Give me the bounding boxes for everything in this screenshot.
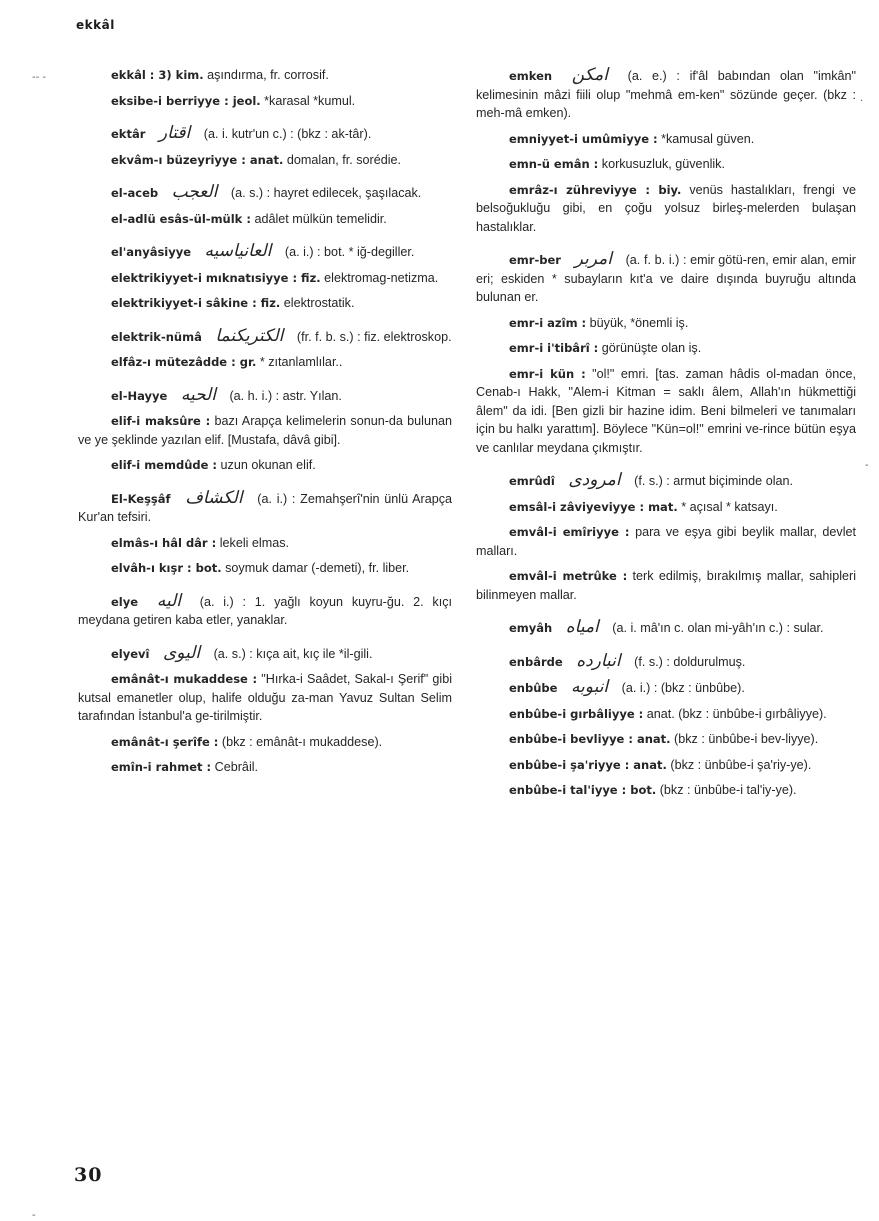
- entry-definition: (a. f. b. i.) : emir götü-ren, emir alan, emir eri; eskiden * subayların kıt'a ve daire dışında buyruğu altında bulunan er.: [476, 253, 856, 304]
- entry-headword: elif-i memdûde :: [111, 458, 218, 472]
- dictionary-entry: [476, 498, 856, 517]
- entry-headword: elektrikiyyet-i mıknatısiyye : fiz.: [111, 270, 321, 285]
- dictionary-entry: [78, 592, 452, 630]
- dictionary-entry: [78, 183, 452, 203]
- dictionary-entry: [476, 155, 856, 174]
- dictionary-entry: [78, 386, 452, 406]
- entry-headword: emânât-ı mukaddese :: [111, 672, 258, 686]
- dictionary-entry: [476, 618, 856, 638]
- entry-definition: venüs hastalıkları, frengi ve belsoğukluğu gibi, en çoğu yolsuz birleş-melerden bulaşan hastalıklar.: [476, 182, 857, 234]
- entry-headword: eksibe-i berriyye : jeol.: [111, 93, 261, 108]
- entry-definition: "ol!" emri. [tas. zaman hâdis ol-madan önce, Cenab-ı Hakk, "Alem-i Kitman = saklı âlem, Allah'ın hükmettiği âlem" da idi. [Ben gizli bir hazine idim. Beni bilmeleri ve tanımaları için bu halkı yarattım]. Böylece "Kün=ol!" emrini ve-rince bütün eşya ve canlılar meydana çıkmıştır.: [476, 366, 857, 455]
- dictionary-entry: [476, 567, 856, 604]
- dictionary-entry: [78, 559, 452, 578]
- entry-headword: emniyyet-i umûmiyye :: [509, 131, 658, 146]
- entry-arabic-script: اليه: [156, 590, 181, 611]
- page-number: 30: [74, 1164, 103, 1186]
- dictionary-entry: [78, 92, 452, 111]
- entry-definition: (f. s.) : doldurulmuş.: [634, 654, 746, 669]
- entry-headword: emn-ü emân :: [509, 157, 599, 171]
- entry-headword: emr-i azîm :: [509, 315, 587, 330]
- entry-arabic-script: انبارده: [576, 650, 621, 671]
- dictionary-entry: [78, 353, 452, 372]
- dictionary-entry: [78, 644, 452, 664]
- dictionary-entry: [476, 250, 856, 307]
- entry-definition: elektrostatik.: [283, 296, 355, 310]
- dictionary-entry: [78, 670, 452, 726]
- entry-definition: bazı Arapça kelimelerin sonun-da bulunan ve ye şeklinde yazılan elif. [Mustafa, dâvâ gibi].: [78, 414, 452, 447]
- entry-headword: ekvâm-ı büzeyriyye : anat.: [111, 152, 284, 167]
- dictionary-entry: [476, 66, 856, 123]
- entry-arabic-script: الحيه: [180, 384, 216, 405]
- entry-headword: elfâz-ı mütezâdde : gr.: [111, 355, 257, 369]
- entry-arabic-script: العجب: [171, 182, 218, 202]
- entry-headword: emr-i i'tibârî :: [509, 341, 599, 355]
- dictionary-entry: [476, 730, 856, 749]
- dictionary-entry: [476, 678, 856, 698]
- entry-headword: elmâs-ı hâl dâr :: [111, 535, 217, 550]
- running-header: ekkâl: [76, 18, 115, 32]
- dictionary-entry: [476, 523, 856, 560]
- dictionary-entry: [78, 534, 452, 553]
- dictionary-entry: [78, 124, 452, 144]
- dictionary-entry: [78, 269, 452, 288]
- entry-definition: görünüşte olan iş.: [601, 341, 702, 355]
- entry-definition: "Hırka-i Saâdet, Sakal-ı Şerif" gibi kutsal emanetler olup, halife olduğu za-man Yavuz Sultan Selim tarafından İstanbul'a ge-tirilmiştir.: [78, 672, 452, 723]
- dictionary-entry: [476, 652, 856, 672]
- entry-headword: elif-i maksûre :: [111, 414, 211, 428]
- left-column: [78, 66, 452, 784]
- dictionary-entry: [78, 66, 452, 85]
- entry-definition: (a. i. kutr'un c.) : (bkz : ak-târ).: [203, 127, 372, 141]
- entry-headword: ektâr: [111, 127, 146, 141]
- entry-definition: büyük, *önemli iş.: [589, 315, 689, 330]
- entry-definition: (a. i.) : (bkz : ünbûbe).: [621, 681, 745, 695]
- entry-headword: ekkâl : 3) kim.: [111, 68, 204, 82]
- right-column: [476, 66, 856, 807]
- dictionary-entry: [78, 210, 452, 229]
- entry-headword: emvâl-i metrûke :: [509, 569, 628, 583]
- entry-definition: adâlet mülkün temelidir.: [254, 211, 387, 226]
- entry-definition: Cebrâil.: [214, 760, 259, 774]
- entry-headword: elvâh-ı kışr : bot.: [111, 561, 222, 575]
- dictionary-entry: [476, 705, 856, 724]
- entry-definition: (a. s.) : hayret edilecek, şaşılacak.: [230, 186, 422, 200]
- entry-arabic-script: امكن: [571, 65, 608, 85]
- entry-headword: elyevî: [111, 646, 150, 661]
- entry-headword: El-Keşşâf: [111, 491, 171, 506]
- entry-definition: (f. s.) : armut biçiminde olan.: [634, 474, 793, 488]
- entry-headword: el-adlü esâs-ül-mülk :: [111, 211, 251, 226]
- entry-headword: enbûbe-i gırbâliyye :: [509, 706, 644, 721]
- entry-definition: (a. h. i.) : astr. Yılan.: [229, 388, 342, 403]
- entry-arabic-script: اقتار: [158, 123, 191, 143]
- entry-definition: (bkz : ünbûbe-i bev-liyye).: [674, 732, 819, 746]
- entry-arabic-script: امياه: [565, 617, 599, 637]
- margin-mark: -: [32, 1210, 36, 1221]
- entry-arabic-script: الكتريكنما: [215, 325, 284, 346]
- entry-definition: uzun okunan elif.: [220, 458, 316, 472]
- dictionary-entry: [476, 756, 856, 775]
- entry-arabic-script: امرودى: [568, 470, 621, 490]
- entry-definition: (a. i.) : Zemahşerî'nin ünlü Arapça Kur'an tefsiri.: [78, 491, 453, 524]
- dictionary-entry: [476, 314, 856, 333]
- dictionary-entry: [78, 412, 452, 449]
- dictionary-entry: [78, 327, 452, 347]
- entry-headword: emvâl-i emîriyye :: [509, 525, 630, 539]
- entry-definition: soymuk damar (-demeti), fr. liber.: [225, 561, 410, 575]
- entry-headword: el-aceb: [111, 186, 159, 200]
- margin-mark: -- -: [32, 72, 47, 83]
- entry-headword: el'anyâsiyye: [111, 245, 192, 259]
- entry-arabic-script: العانياسيه: [204, 241, 272, 261]
- dictionary-entry: [78, 294, 452, 313]
- entry-definition: (fr. f. b. s.) : fiz. elektroskop.: [296, 329, 452, 344]
- entry-definition: (a. i. mâ'ın c. olan mi-yâh'ın c.) : sular.: [612, 621, 824, 635]
- entry-headword: emken: [509, 69, 553, 83]
- entry-definition: (a. e.) : if'âl babından olan "imkân" kelimesinin mâzi fiili olup "mehmâ em-ken" sözünde geçer. (bkz : meh-mâ emken).: [476, 69, 857, 120]
- dictionary-entry: [78, 489, 452, 527]
- entry-definition: (a. i.) : bot. * iğ-degiller.: [284, 245, 415, 259]
- entry-definition: (bkz : ünbûbe-i tal'iy-ye).: [659, 783, 797, 797]
- entry-definition: para ve eşya gibi beylik mallar, devlet malları.: [476, 525, 857, 558]
- entry-definition: (a. i.) : 1. yağlı koyun kuyru-ğu. 2. kıçı meydana getiren kaba etler, yanaklar.: [78, 594, 452, 627]
- dictionary-entry: [476, 365, 856, 458]
- dictionary-entry: [78, 733, 452, 752]
- dictionary-entry: [476, 181, 856, 237]
- entry-definition: terk edilmiş, bırakılmış mallar, sahipleri bilinmeyen mallar.: [476, 569, 856, 602]
- entry-definition: * açısal * katsayı.: [681, 499, 778, 514]
- entry-headword: emrûdî: [509, 474, 555, 488]
- entry-definition: * zıtanlamlılar..: [259, 355, 343, 369]
- entry-definition: (bkz : ünbûbe-i şa'riy-ye).: [670, 757, 812, 772]
- entry-headword: elye: [111, 594, 139, 609]
- dictionary-entry: [476, 339, 856, 358]
- entry-arabic-script: انبوبه: [570, 677, 609, 697]
- dictionary-entry: [78, 242, 452, 262]
- entry-definition: aşındırma, fr. corrosif.: [207, 68, 329, 82]
- dictionary-entry: [476, 130, 856, 149]
- margin-mark: -: [865, 460, 869, 471]
- entry-definition: lekeli elmas.: [219, 535, 290, 550]
- entry-headword: emrâz-ı zühreviyye : biy.: [509, 182, 682, 197]
- entry-definition: *karasal *kumul.: [264, 93, 356, 108]
- entry-headword: emîn-i rahmet :: [111, 760, 212, 774]
- entry-headword: emr-i kün :: [509, 366, 586, 381]
- entry-headword: emyâh: [509, 621, 553, 635]
- entry-headword: enbûbe-i şa'riyye : anat.: [509, 757, 667, 772]
- entry-definition: (a. s.) : kıça ait, kıç ile *il-gili.: [213, 646, 373, 661]
- entry-headword: enbârde: [509, 654, 563, 669]
- entry-headword: enbûbe: [509, 681, 558, 695]
- entry-arabic-script: اليوى: [162, 642, 201, 663]
- entry-definition: *kamusal güven.: [661, 131, 755, 146]
- entry-headword: elektrikiyyet-i sâkine : fiz.: [111, 296, 281, 310]
- dictionary-entry: [476, 471, 856, 491]
- entry-headword: emsâl-i zâviyeviyye : mat.: [509, 499, 678, 514]
- entry-headword: el-Hayye: [111, 388, 168, 403]
- entry-headword: enbûbe-i bevliyye : anat.: [509, 732, 671, 746]
- entry-arabic-script: الكشاف: [185, 487, 243, 508]
- entry-definition: domalan, fr. sorédie.: [286, 152, 402, 167]
- entry-definition: anat. (bkz : ünbûbe-i gırbâliyye).: [646, 706, 827, 721]
- dictionary-entry: [78, 456, 452, 475]
- entry-definition: elektromag-netizma.: [324, 270, 439, 285]
- dictionary-entry: [78, 758, 452, 777]
- dictionary-entry: [78, 151, 452, 170]
- margin-mark: ·: [860, 96, 864, 107]
- entry-definition: korkusuzluk, güvenlik.: [601, 157, 725, 171]
- entry-headword: elektrik-nümâ: [111, 329, 202, 344]
- dictionary-entry: [476, 781, 856, 800]
- entry-definition: (bkz : emânât-ı mukaddese).: [221, 734, 383, 749]
- entry-headword: enbûbe-i tal'iyye : bot.: [509, 783, 657, 797]
- entry-headword: emânât-ı şerîfe :: [111, 734, 219, 749]
- entry-headword: emr-ber: [509, 253, 561, 267]
- entry-arabic-script: امربر: [574, 249, 612, 269]
